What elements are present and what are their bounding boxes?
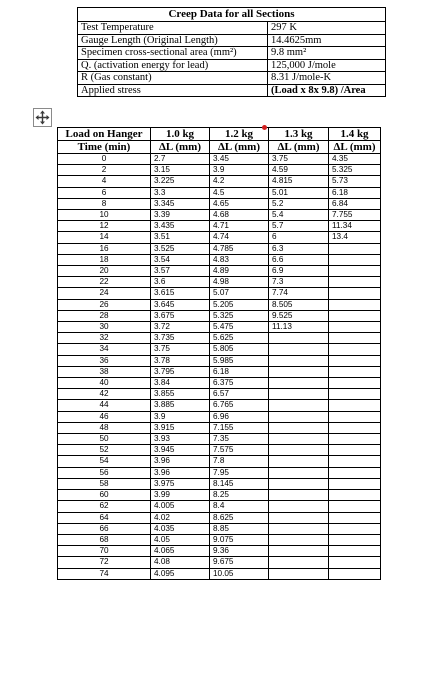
time-cell: 38 <box>58 366 151 377</box>
delta-l-1-0-cell: 4.005 <box>151 501 210 512</box>
delta-l-1-4-cell <box>329 445 381 456</box>
table-row <box>58 176 381 187</box>
time-cell: 24 <box>58 288 151 299</box>
info-label-activation-energy: Q. (activation energy for lead) <box>78 59 268 72</box>
delta-l-1-2-cell: 5.205 <box>210 299 269 310</box>
delta-l-1-2-cell: 6.375 <box>210 378 269 389</box>
info-value-area: 9.8 mm² <box>268 47 386 60</box>
header-load-1-4: 1.4 kg <box>329 128 381 141</box>
delta-l-1-3-cell: 3.75 <box>269 154 329 165</box>
delta-l-1-4-cell <box>329 490 381 501</box>
table-row <box>58 165 381 176</box>
table-row <box>58 456 381 467</box>
table-row <box>58 333 381 344</box>
delta-l-1-0-cell: 4.02 <box>151 512 210 523</box>
info-value-gas-constant: 8.31 J/mole-K <box>268 72 386 85</box>
delta-l-1-0-cell: 3.615 <box>151 288 210 299</box>
table-row <box>58 187 381 198</box>
delta-l-1-2-cell: 8.4 <box>210 501 269 512</box>
creep-info-table <box>77 7 386 97</box>
delta-l-1-3-cell <box>269 366 329 377</box>
time-cell: 58 <box>58 478 151 489</box>
delta-l-1-2-cell: 3.9 <box>210 165 269 176</box>
table-row <box>58 422 381 433</box>
delta-l-1-4-cell <box>329 478 381 489</box>
info-label-applied-stress: Applied stress <box>78 84 268 97</box>
delta-l-1-3-cell: 6 <box>269 232 329 243</box>
table-row <box>58 210 381 221</box>
delta-l-1-0-cell: 3.3 <box>151 187 210 198</box>
delta-l-1-0-cell: 3.15 <box>151 165 210 176</box>
delta-l-1-4-cell <box>329 254 381 265</box>
time-cell: 74 <box>58 568 151 579</box>
info-title-row <box>78 8 386 22</box>
delta-l-1-3-cell <box>269 501 329 512</box>
delta-l-1-4-cell <box>329 344 381 355</box>
time-cell: 16 <box>58 243 151 254</box>
delta-l-1-2-cell: 7.575 <box>210 445 269 456</box>
time-cell: 46 <box>58 411 151 422</box>
info-row <box>78 72 386 85</box>
delta-l-1-2-cell: 4.68 <box>210 210 269 221</box>
delta-l-1-0-cell: 3.885 <box>151 400 210 411</box>
delta-l-1-0-cell: 4.035 <box>151 523 210 534</box>
delta-l-1-3-cell: 7.3 <box>269 277 329 288</box>
delta-l-1-2-cell: 9.36 <box>210 546 269 557</box>
delta-l-1-0-cell: 3.945 <box>151 445 210 456</box>
creep-data-table <box>57 127 381 580</box>
delta-l-1-3-cell <box>269 568 329 579</box>
delta-l-1-3-cell: 11.13 <box>269 322 329 333</box>
delta-l-1-0-cell: 3.915 <box>151 422 210 433</box>
table-row <box>58 198 381 209</box>
info-row <box>78 59 386 72</box>
time-cell: 66 <box>58 523 151 534</box>
time-cell: 48 <box>58 422 151 433</box>
delta-l-1-4-cell: 5.73 <box>329 176 381 187</box>
header-load-on-hanger: Load on Hanger <box>58 128 151 141</box>
delta-l-1-4-cell <box>329 389 381 400</box>
delta-l-1-3-cell <box>269 411 329 422</box>
time-cell: 12 <box>58 221 151 232</box>
time-cell: 42 <box>58 389 151 400</box>
delta-l-1-4-cell <box>329 411 381 422</box>
table-row <box>58 232 381 243</box>
table-row <box>58 512 381 523</box>
delta-l-1-2-cell: 4.74 <box>210 232 269 243</box>
delta-l-1-0-cell: 3.93 <box>151 434 210 445</box>
delta-l-1-2-cell: 7.155 <box>210 422 269 433</box>
info-row <box>78 34 386 47</box>
delta-l-1-3-cell <box>269 422 329 433</box>
delta-l-1-2-cell: 8.85 <box>210 523 269 534</box>
table-row <box>58 546 381 557</box>
time-cell: 10 <box>58 210 151 221</box>
delta-l-1-3-cell: 7.74 <box>269 288 329 299</box>
delta-l-1-3-cell <box>269 355 329 366</box>
delta-l-1-4-cell <box>329 355 381 366</box>
info-label-temperature: Test Temperature <box>78 22 268 35</box>
delta-l-1-4-cell <box>329 557 381 568</box>
delta-l-1-0-cell: 4.05 <box>151 534 210 545</box>
table-row <box>58 434 381 445</box>
table-row <box>58 467 381 478</box>
time-cell: 18 <box>58 254 151 265</box>
delta-l-1-3-cell <box>269 333 329 344</box>
delta-l-1-4-cell <box>329 456 381 467</box>
info-row <box>78 22 386 35</box>
delta-l-1-3-cell: 4.59 <box>269 165 329 176</box>
delta-l-1-3-cell <box>269 445 329 456</box>
time-cell: 52 <box>58 445 151 456</box>
time-cell: 26 <box>58 299 151 310</box>
delta-l-1-3-cell: 8.505 <box>269 299 329 310</box>
table-row <box>58 557 381 568</box>
table-row <box>58 366 381 377</box>
time-cell: 0 <box>58 154 151 165</box>
table-row <box>58 534 381 545</box>
time-cell: 8 <box>58 198 151 209</box>
delta-l-1-4-cell <box>329 512 381 523</box>
delta-l-1-2-cell: 4.89 <box>210 266 269 277</box>
header-row-units <box>58 141 381 154</box>
time-cell: 62 <box>58 501 151 512</box>
delta-l-1-4-cell <box>329 277 381 288</box>
delta-l-1-3-cell <box>269 490 329 501</box>
delta-l-1-2-cell: 5.985 <box>210 355 269 366</box>
table-row <box>58 266 381 277</box>
delta-l-1-2-cell: 5.625 <box>210 333 269 344</box>
delta-l-1-0-cell: 3.675 <box>151 310 210 321</box>
time-cell: 56 <box>58 467 151 478</box>
delta-l-1-2-cell: 5.325 <box>210 310 269 321</box>
delta-l-1-2-cell: 4.65 <box>210 198 269 209</box>
header-time: Time (min) <box>58 141 151 154</box>
delta-l-1-4-cell <box>329 378 381 389</box>
delta-l-1-0-cell: 3.525 <box>151 243 210 254</box>
delta-l-1-3-cell: 5.01 <box>269 187 329 198</box>
table-row <box>58 344 381 355</box>
delta-l-1-0-cell: 3.96 <box>151 456 210 467</box>
header-row-load <box>58 128 381 141</box>
delta-l-1-3-cell: 6.9 <box>269 266 329 277</box>
delta-l-1-0-cell: 3.96 <box>151 467 210 478</box>
delta-l-1-0-cell: 4.08 <box>151 557 210 568</box>
time-cell: 54 <box>58 456 151 467</box>
delta-l-1-0-cell: 3.225 <box>151 176 210 187</box>
time-cell: 68 <box>58 534 151 545</box>
info-title: Creep Data for all Sections <box>78 8 386 22</box>
header-load-1-3: 1.3 kg <box>269 128 329 141</box>
info-label-area: Specimen cross-sectional area (mm²) <box>78 47 268 60</box>
table-row <box>58 378 381 389</box>
delta-l-1-4-cell <box>329 434 381 445</box>
table-row <box>58 243 381 254</box>
delta-l-1-4-cell <box>329 266 381 277</box>
table-row <box>58 277 381 288</box>
delta-l-1-3-cell: 4.815 <box>269 176 329 187</box>
delta-l-1-2-cell: 6.57 <box>210 389 269 400</box>
delta-l-1-2-cell: 6.18 <box>210 366 269 377</box>
delta-l-1-3-cell <box>269 534 329 545</box>
info-value-gauge-length: 14.4625mm <box>268 34 386 47</box>
table-row <box>58 288 381 299</box>
time-cell: 70 <box>58 546 151 557</box>
delta-l-1-0-cell: 3.39 <box>151 210 210 221</box>
delta-l-1-4-cell <box>329 400 381 411</box>
delta-l-1-3-cell: 5.4 <box>269 210 329 221</box>
delta-l-1-0-cell: 3.54 <box>151 254 210 265</box>
info-value-temperature: 297 K <box>268 22 386 35</box>
delta-l-1-3-cell <box>269 344 329 355</box>
delta-l-1-2-cell: 4.98 <box>210 277 269 288</box>
delta-l-1-2-cell: 4.5 <box>210 187 269 198</box>
table-row <box>58 299 381 310</box>
delta-l-1-2-cell: 3.45 <box>210 154 269 165</box>
header-delta-l-1-4: ΔL (mm) <box>329 141 381 154</box>
delta-l-1-2-cell: 9.675 <box>210 557 269 568</box>
table-row <box>58 355 381 366</box>
delta-l-1-0-cell: 2.7 <box>151 154 210 165</box>
time-cell: 60 <box>58 490 151 501</box>
delta-l-1-2-cell: 4.2 <box>210 176 269 187</box>
delta-l-1-3-cell: 5.7 <box>269 221 329 232</box>
delta-l-1-0-cell: 3.975 <box>151 478 210 489</box>
delta-l-1-2-cell: 7.35 <box>210 434 269 445</box>
delta-l-1-3-cell <box>269 456 329 467</box>
table-row <box>58 254 381 265</box>
delta-l-1-0-cell: 3.78 <box>151 355 210 366</box>
delta-l-1-2-cell: 6.96 <box>210 411 269 422</box>
time-cell: 64 <box>58 512 151 523</box>
delta-l-1-4-cell: 11.34 <box>329 221 381 232</box>
time-cell: 6 <box>58 187 151 198</box>
delta-l-1-0-cell: 3.6 <box>151 277 210 288</box>
delta-l-1-4-cell <box>329 288 381 299</box>
header-load-1-0: 1.0 kg <box>151 128 210 141</box>
delta-l-1-2-cell: 6.765 <box>210 400 269 411</box>
delta-l-1-2-cell: 4.785 <box>210 243 269 254</box>
delta-l-1-4-cell <box>329 310 381 321</box>
info-row <box>78 84 386 97</box>
time-cell: 4 <box>58 176 151 187</box>
table-row <box>58 445 381 456</box>
delta-l-1-4-cell: 6.18 <box>329 187 381 198</box>
delta-l-1-0-cell: 3.99 <box>151 490 210 501</box>
delta-l-1-3-cell <box>269 478 329 489</box>
time-cell: 20 <box>58 266 151 277</box>
delta-l-1-4-cell: 13.4 <box>329 232 381 243</box>
delta-l-1-3-cell <box>269 378 329 389</box>
delta-l-1-0-cell: 3.795 <box>151 366 210 377</box>
delta-l-1-2-cell: 7.8 <box>210 456 269 467</box>
table-row <box>58 501 381 512</box>
delta-l-1-0-cell: 3.855 <box>151 389 210 400</box>
move-arrows-icon <box>34 109 51 126</box>
delta-l-1-3-cell: 5.2 <box>269 198 329 209</box>
delta-l-1-3-cell: 9.525 <box>269 310 329 321</box>
delta-l-1-0-cell: 3.84 <box>151 378 210 389</box>
delta-l-1-2-cell: 4.83 <box>210 254 269 265</box>
delta-l-1-4-cell: 5.325 <box>329 165 381 176</box>
delta-l-1-2-cell: 5.805 <box>210 344 269 355</box>
delta-l-1-2-cell: 4.71 <box>210 221 269 232</box>
delta-l-1-0-cell: 3.72 <box>151 322 210 333</box>
time-cell: 40 <box>58 378 151 389</box>
time-cell: 22 <box>58 277 151 288</box>
delta-l-1-3-cell: 6.3 <box>269 243 329 254</box>
delta-l-1-4-cell <box>329 422 381 433</box>
delta-l-1-2-cell: 5.07 <box>210 288 269 299</box>
delta-l-1-2-cell: 10.05 <box>210 568 269 579</box>
time-cell: 2 <box>58 165 151 176</box>
delta-l-1-3-cell: 6.6 <box>269 254 329 265</box>
delta-l-1-0-cell: 4.065 <box>151 546 210 557</box>
header-delta-l-1-2: ΔL (mm) <box>210 141 269 154</box>
info-label-gauge-length: Gauge Length (Original Length) <box>78 34 268 47</box>
delta-l-1-0-cell: 3.645 <box>151 299 210 310</box>
delta-l-1-4-cell <box>329 534 381 545</box>
delta-l-1-0-cell: 3.51 <box>151 232 210 243</box>
delta-l-1-4-cell <box>329 467 381 478</box>
table-row <box>58 478 381 489</box>
delta-l-1-0-cell: 3.75 <box>151 344 210 355</box>
info-value-activation-energy: 125,000 J/mole <box>268 59 386 72</box>
table-row <box>58 322 381 333</box>
delta-l-1-4-cell <box>329 366 381 377</box>
header-load-1-2: 1.2 kg <box>210 128 269 141</box>
delta-l-1-0-cell: 4.095 <box>151 568 210 579</box>
table-row <box>58 411 381 422</box>
table-row <box>58 310 381 321</box>
delta-l-1-4-cell: 6.84 <box>329 198 381 209</box>
header-delta-l-1-0: ΔL (mm) <box>151 141 210 154</box>
delta-l-1-2-cell: 9.075 <box>210 534 269 545</box>
delta-l-1-2-cell: 8.145 <box>210 478 269 489</box>
delta-l-1-0-cell: 3.345 <box>151 198 210 209</box>
info-row <box>78 47 386 60</box>
time-cell: 44 <box>58 400 151 411</box>
delta-l-1-4-cell <box>329 546 381 557</box>
time-cell: 14 <box>58 232 151 243</box>
delta-l-1-2-cell: 7.95 <box>210 467 269 478</box>
time-cell: 32 <box>58 333 151 344</box>
table-row <box>58 490 381 501</box>
delta-l-1-4-cell: 7.755 <box>329 210 381 221</box>
time-cell: 30 <box>58 322 151 333</box>
time-cell: 72 <box>58 557 151 568</box>
time-cell: 36 <box>58 355 151 366</box>
delta-l-1-3-cell <box>269 557 329 568</box>
delta-l-1-4-cell <box>329 501 381 512</box>
delta-l-1-2-cell: 8.625 <box>210 512 269 523</box>
time-cell: 28 <box>58 310 151 321</box>
delta-l-1-2-cell: 8.25 <box>210 490 269 501</box>
table-row <box>58 389 381 400</box>
delta-l-1-4-cell: 4.35 <box>329 154 381 165</box>
delta-l-1-2-cell: 5.475 <box>210 322 269 333</box>
header-delta-l-1-3: ΔL (mm) <box>269 141 329 154</box>
info-label-gas-constant: R (Gas constant) <box>78 72 268 85</box>
delta-l-1-4-cell <box>329 299 381 310</box>
table-row <box>58 400 381 411</box>
delta-l-1-4-cell <box>329 523 381 534</box>
delta-l-1-3-cell <box>269 467 329 478</box>
delta-l-1-3-cell <box>269 546 329 557</box>
time-cell: 50 <box>58 434 151 445</box>
table-row <box>58 523 381 534</box>
delta-l-1-3-cell <box>269 512 329 523</box>
delta-l-1-3-cell <box>269 389 329 400</box>
delta-l-1-4-cell <box>329 322 381 333</box>
cursor-marker <box>262 125 267 130</box>
delta-l-1-4-cell <box>329 243 381 254</box>
table-row <box>58 568 381 579</box>
delta-l-1-0-cell: 3.9 <box>151 411 210 422</box>
info-value-applied-stress: (Load x 8x 9.8) /Area <box>268 84 386 97</box>
table-row <box>58 154 381 165</box>
table-move-handle[interactable] <box>33 108 52 127</box>
delta-l-1-3-cell <box>269 434 329 445</box>
delta-l-1-3-cell <box>269 523 329 534</box>
delta-l-1-3-cell <box>269 400 329 411</box>
delta-l-1-4-cell <box>329 568 381 579</box>
time-cell: 34 <box>58 344 151 355</box>
table-row <box>58 221 381 232</box>
delta-l-1-0-cell: 3.57 <box>151 266 210 277</box>
delta-l-1-0-cell: 3.435 <box>151 221 210 232</box>
delta-l-1-0-cell: 3.735 <box>151 333 210 344</box>
delta-l-1-4-cell <box>329 333 381 344</box>
